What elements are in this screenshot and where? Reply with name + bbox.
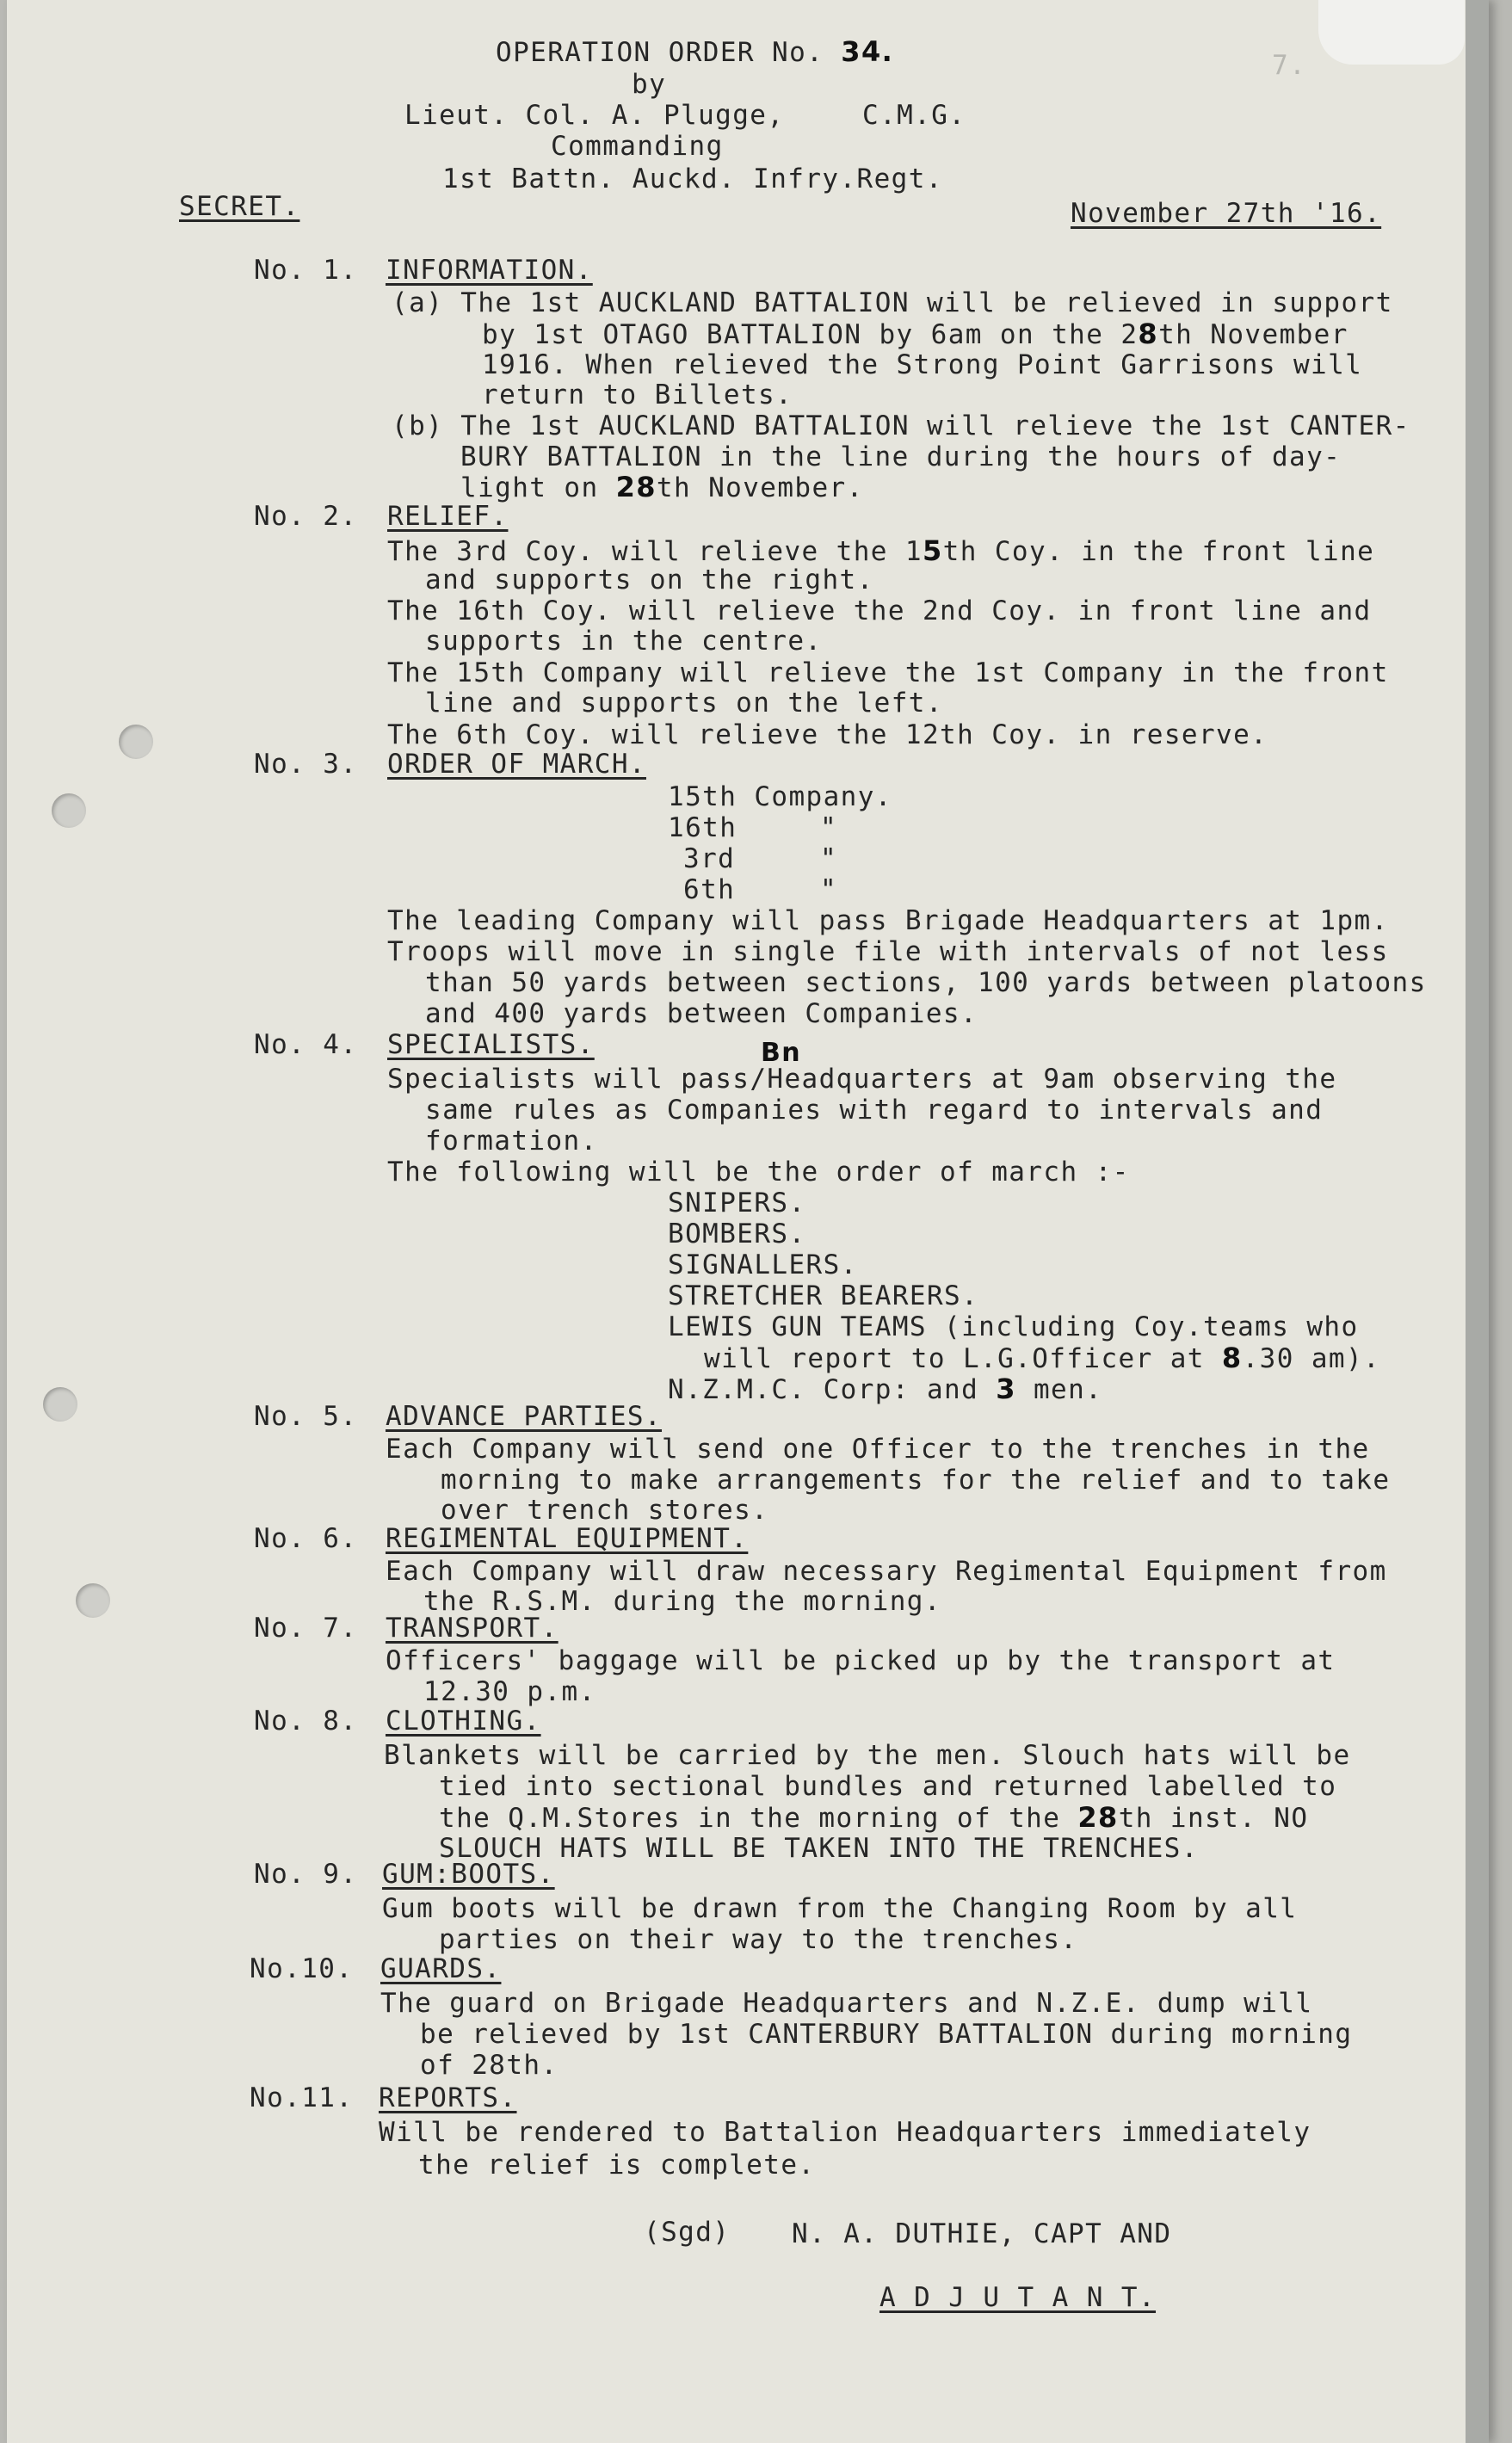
signatory-role: A D J U T A N T. bbox=[879, 2282, 1157, 2313]
signed-marker: (Sgd) bbox=[644, 2217, 731, 2248]
body-line: over trench stores. bbox=[441, 1495, 769, 1526]
section-heading: INFORMATION. bbox=[386, 255, 593, 286]
handwritten-correction: 8 bbox=[1221, 1342, 1243, 1374]
section-heading: RELIEF. bbox=[387, 501, 509, 532]
section-number: No. 5. bbox=[254, 1401, 358, 1432]
body-line: return to Billets. bbox=[482, 379, 793, 410]
body-line: line and supports on the left. bbox=[425, 688, 943, 719]
body-line: the relief is complete. bbox=[418, 2150, 816, 2181]
ditto-mark: " bbox=[820, 812, 838, 843]
section-number: No. 2. bbox=[254, 501, 358, 532]
ditto-mark: " bbox=[820, 874, 838, 905]
handwritten-correction: 8 bbox=[1138, 318, 1159, 350]
adhesive-tape bbox=[1318, 0, 1465, 65]
order-unit: 1st Battn. Auckd. Infry.Regt. bbox=[442, 163, 943, 194]
body-line: the Q.M.Stores in the morning of the 28th inst. NO bbox=[439, 1801, 1309, 1834]
body-line: SLOUCH HATS WILL BE TAKEN INTO THE TRENCHES. bbox=[439, 1833, 1199, 1864]
body-line: Will be rendered to Battalion Headquarters immediately bbox=[379, 2117, 1311, 2148]
body-line: of 28th. bbox=[420, 2050, 559, 2081]
specialist-item: N.Z.M.C. Corp: and 3 men. bbox=[668, 1373, 1103, 1405]
body-line: Officers' baggage will be picked up by the transport at bbox=[386, 1645, 1336, 1676]
body-line: and supports on the right. bbox=[425, 564, 874, 595]
march-order-item: 3rd bbox=[683, 843, 736, 874]
body-line: 12.30 p.m. bbox=[423, 1676, 596, 1707]
section-number: No. 3. bbox=[254, 749, 358, 780]
body-line: be relieved by 1st CANTERBURY BATTALION during morning bbox=[420, 2019, 1353, 2050]
march-order-item: 16th bbox=[668, 812, 737, 843]
body-line: and 400 yards between Companies. bbox=[425, 998, 978, 1029]
body-line: Gum boots will be drawn from the Changing Room by all bbox=[382, 1893, 1298, 1924]
page-edge-binding bbox=[1466, 0, 1489, 2443]
body-line: supports in the centre. bbox=[425, 626, 823, 657]
section-number: No.10. bbox=[250, 1953, 354, 1984]
body-line: (a) The 1st AUCKLAND BATTALION will be relieved in support bbox=[392, 287, 1393, 318]
body-line: The 3rd Coy. will relieve the 15th Coy. in the front line bbox=[387, 534, 1375, 567]
section-heading: ADVANCE PARTIES. bbox=[386, 1401, 663, 1432]
order-commanding: Commanding bbox=[551, 131, 724, 162]
punch-hole bbox=[43, 1387, 77, 1422]
section-heading: GUM:BOOTS. bbox=[382, 1859, 555, 1890]
body-line: formation. bbox=[425, 1126, 598, 1157]
body-line: light on 28th November. bbox=[460, 471, 864, 503]
specialist-item: will report to L.G.Officer at 8.30 am). bbox=[704, 1342, 1381, 1374]
section-heading: REPORTS. bbox=[379, 2082, 517, 2113]
section-number: No. 4. bbox=[254, 1029, 358, 1060]
march-order-item: 6th bbox=[683, 874, 736, 905]
body-line: BURY BATTALION in the line during the hours of day- bbox=[460, 441, 1342, 472]
section-heading: ORDER OF MARCH. bbox=[387, 749, 646, 780]
body-line: Troops will move in single file with intervals of not less bbox=[387, 936, 1389, 967]
body-line: (b) The 1st AUCKLAND BATTALION will relieve the 1st CANTER- bbox=[392, 410, 1410, 441]
body-line: The 6th Coy. will relieve the 12th Coy. in reserve. bbox=[387, 719, 1268, 750]
body-line: by 1st OTAGO BATTALION by 6am on the 28th November bbox=[482, 318, 1348, 350]
section-number: No. 7. bbox=[254, 1613, 358, 1644]
punch-hole bbox=[119, 725, 153, 759]
ditto-mark: " bbox=[820, 843, 838, 874]
classification-label: SECRET. bbox=[179, 191, 300, 222]
body-line: Each Company will draw necessary Regimental Equipment from bbox=[386, 1556, 1387, 1587]
punch-hole bbox=[52, 793, 86, 828]
specialist-item: STRETCHER BEARERS. bbox=[668, 1280, 979, 1311]
body-line: The following will be the order of march :- bbox=[387, 1157, 1130, 1188]
punch-hole bbox=[76, 1583, 110, 1618]
specialist-item: SIGNALLERS. bbox=[668, 1249, 858, 1280]
specialist-item: LEWIS GUN TEAMS (including Coy.teams who bbox=[668, 1311, 1359, 1342]
specialist-item: BOMBERS. bbox=[668, 1218, 806, 1249]
handwritten-correction: 3 bbox=[996, 1373, 1016, 1405]
handwritten-correction: 28 bbox=[615, 471, 657, 503]
order-number: 34. bbox=[841, 35, 894, 68]
march-order-item: 15th Company. bbox=[668, 781, 892, 812]
body-line: The leading Company will pass Brigade Headquarters at 1pm. bbox=[387, 905, 1389, 936]
section-number: No. 1. bbox=[254, 255, 358, 286]
body-line: than 50 yards between sections, 100 yards between platoons bbox=[425, 967, 1427, 998]
body-line: Blankets will be carried by the men. Slouch hats will be bbox=[384, 1740, 1351, 1771]
body-line: 1916. When relieved the Strong Point Garrisons will bbox=[482, 349, 1363, 380]
specialist-item: SNIPERS. bbox=[668, 1188, 806, 1218]
section-heading: SPECIALISTS. bbox=[387, 1029, 595, 1060]
section-heading: GUARDS. bbox=[380, 1953, 502, 1984]
body-line: tied into sectional bundles and returned labelled to bbox=[439, 1771, 1337, 1802]
body-line: The guard on Brigade Headquarters and N.Z.E. dump will bbox=[380, 1988, 1313, 2019]
handwritten-correction: 5 bbox=[922, 534, 943, 567]
document-page bbox=[7, 0, 1489, 2443]
order-by: by bbox=[632, 69, 667, 100]
section-number: No. 9. bbox=[254, 1859, 358, 1890]
section-heading: REGIMENTAL EQUIPMENT. bbox=[386, 1523, 749, 1554]
body-line: Specialists will pass/Headquarters at 9am observing the bbox=[387, 1064, 1337, 1095]
order-author: Lieut. Col. A. Plugge, bbox=[404, 100, 785, 131]
section-number: No.11. bbox=[250, 2082, 354, 2113]
order-title: OPERATION ORDER No. 34. bbox=[496, 35, 894, 68]
section-number: No. 6. bbox=[254, 1523, 358, 1554]
body-line: The 16th Coy. will relieve the 2nd Coy. in front line and bbox=[387, 595, 1372, 626]
handwritten-correction: 28 bbox=[1077, 1801, 1119, 1834]
body-line: the R.S.M. during the morning. bbox=[423, 1586, 941, 1617]
body-line: The 15th Company will relieve the 1st Company in the front bbox=[387, 657, 1389, 688]
order-date: November 27th '16. bbox=[1071, 198, 1382, 229]
body-line: same rules as Companies with regard to intervals and bbox=[425, 1095, 1324, 1126]
signatory-name: N. A. DUTHIE, CAPT AND bbox=[792, 2218, 1172, 2249]
section-heading: CLOTHING. bbox=[386, 1706, 541, 1737]
section-number: No. 8. bbox=[254, 1706, 358, 1737]
section-heading: TRANSPORT. bbox=[386, 1613, 559, 1644]
margin-page-mark: 7. bbox=[1272, 50, 1307, 81]
handwritten-insert: Bn bbox=[761, 1038, 802, 1068]
body-line: parties on their way to the trenches. bbox=[439, 1924, 1078, 1955]
body-line: morning to make arrangements for the relief and to take bbox=[441, 1465, 1391, 1496]
body-line: Each Company will send one Officer to the trenches in the bbox=[386, 1434, 1370, 1465]
order-author-honour: C.M.G. bbox=[862, 100, 966, 131]
